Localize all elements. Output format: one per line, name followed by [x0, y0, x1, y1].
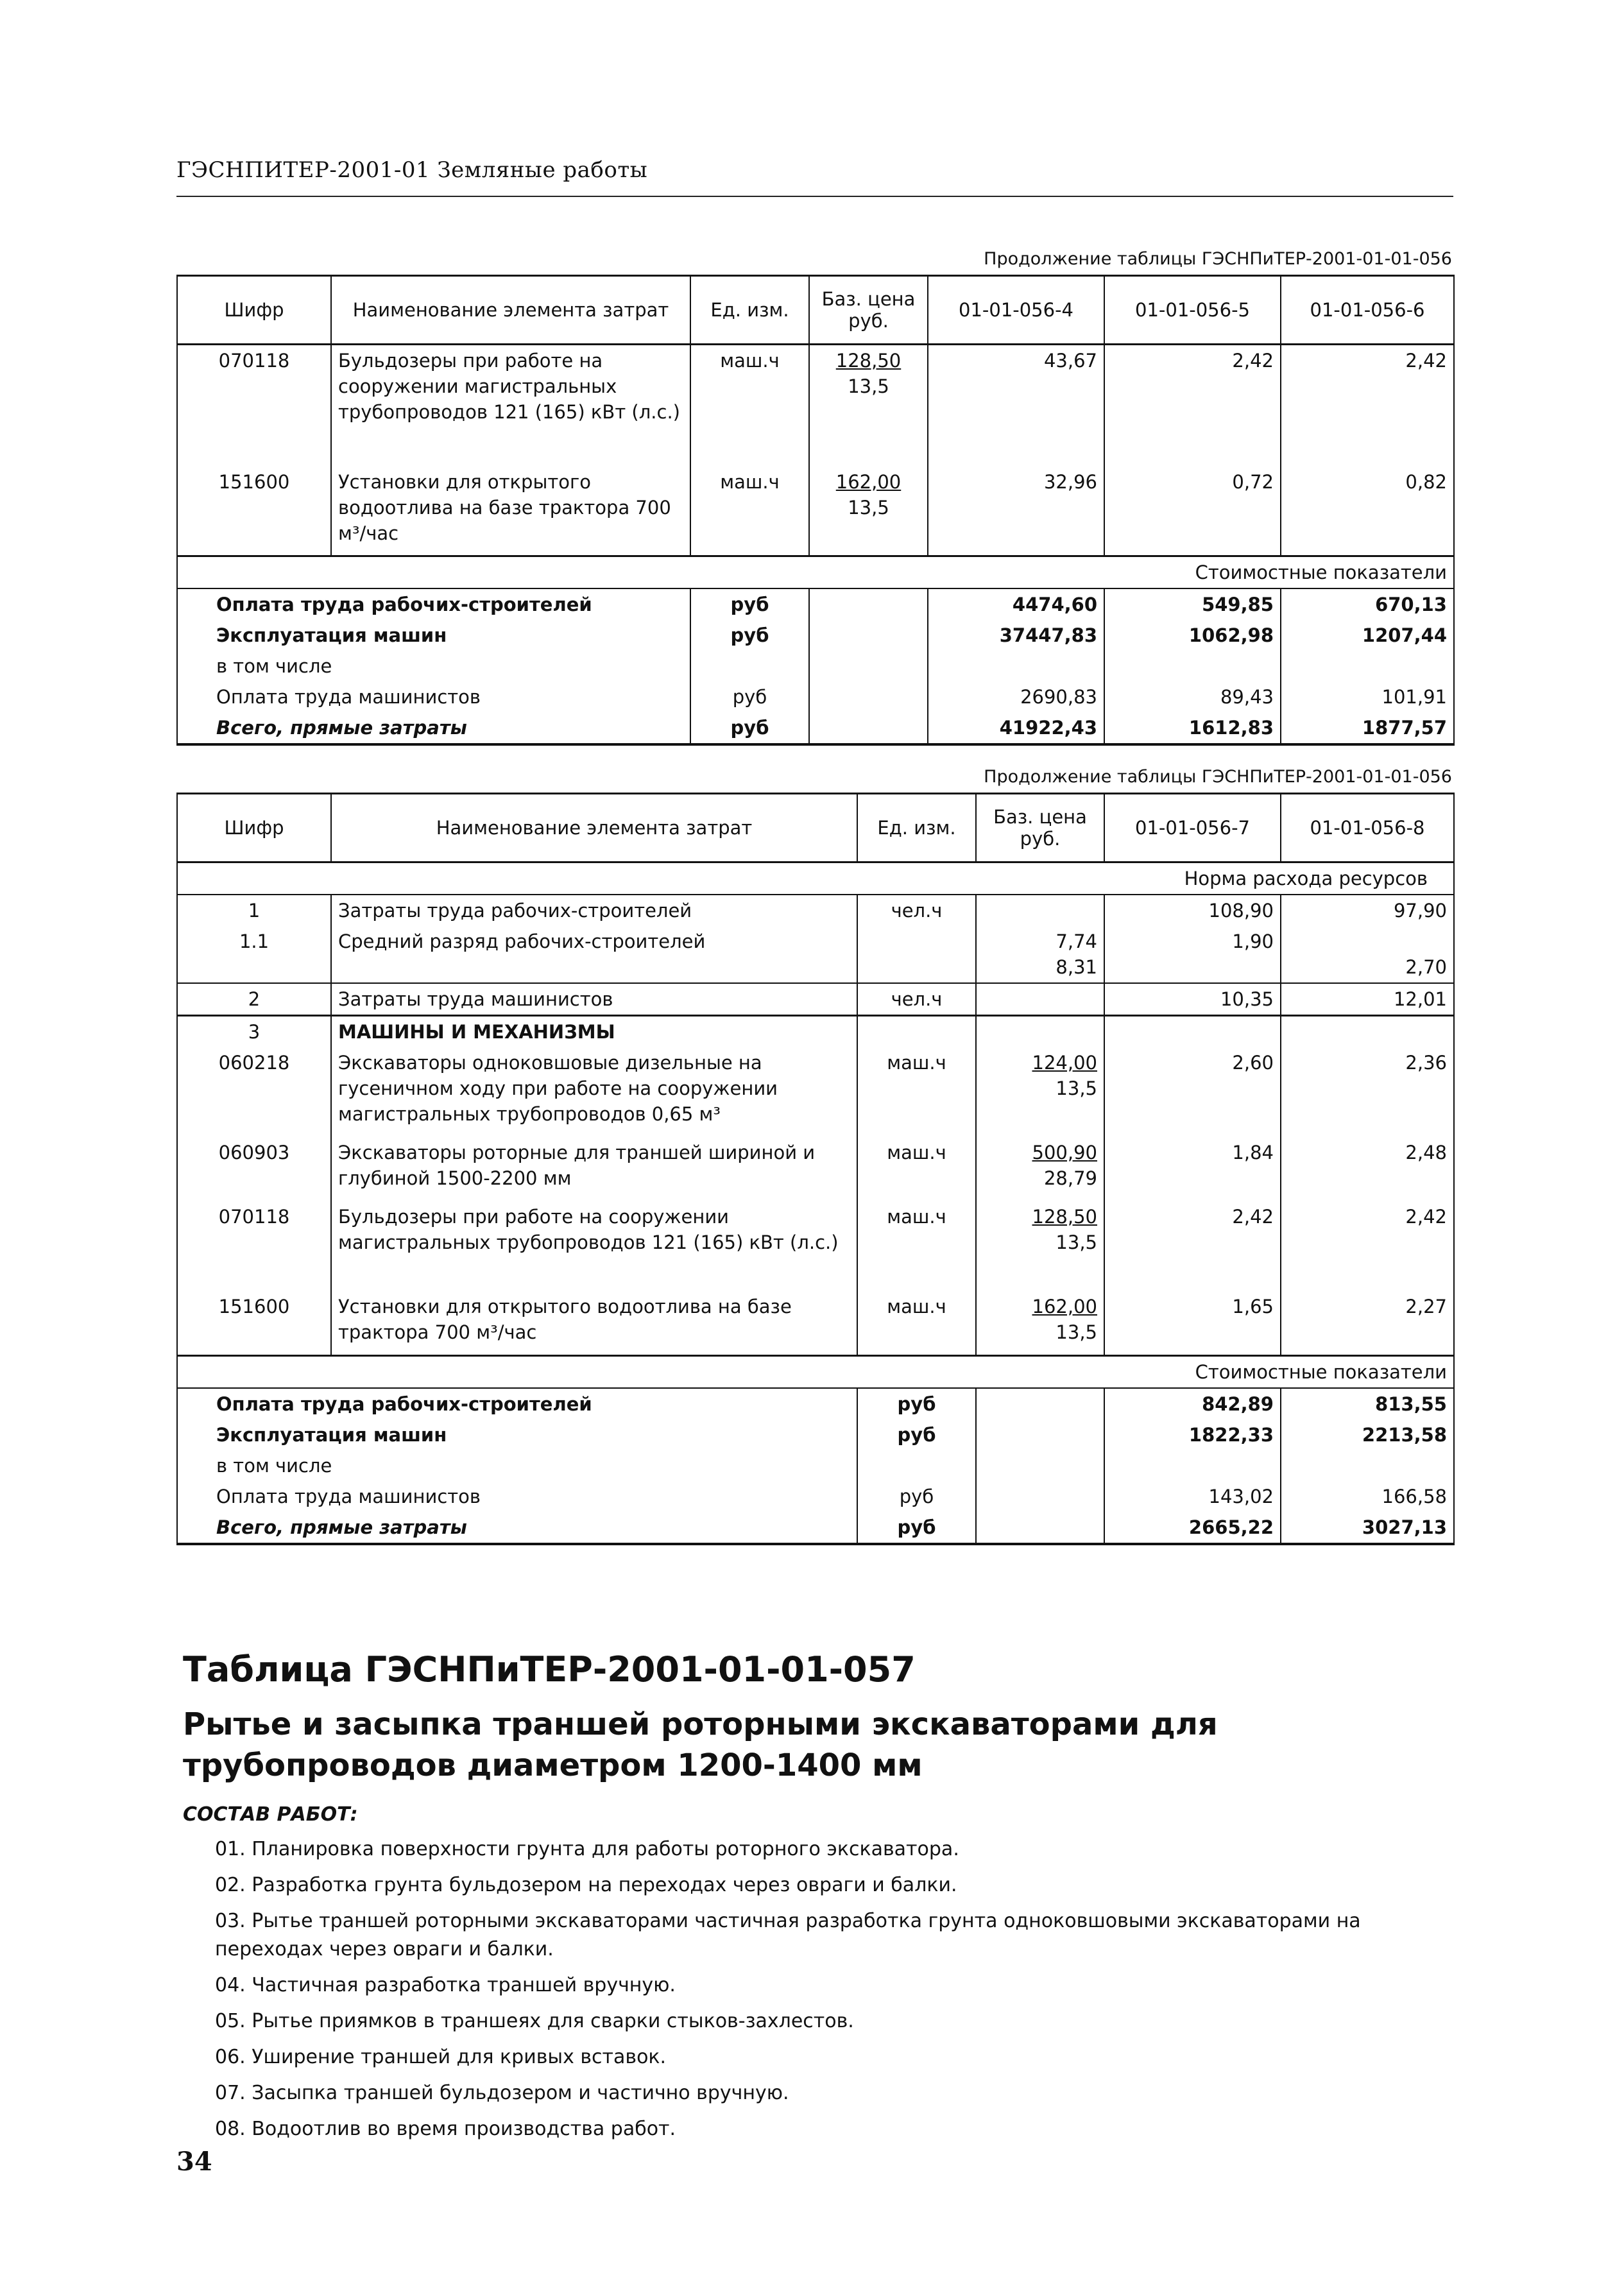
norm-label-row — [177, 862, 1454, 895]
header-cell: 01-01-056-5 — [1104, 276, 1281, 345]
table-row — [177, 1291, 1454, 1355]
total-name: Оплата труда машинистов — [177, 1481, 857, 1512]
value-cell: 2,60 — [1104, 1047, 1281, 1137]
total-row — [177, 620, 1454, 651]
total-row — [177, 712, 1454, 744]
name-cell: Средний разряд рабочих-строителей — [331, 926, 857, 983]
total-value — [928, 651, 1104, 682]
header-cell: Ед. изм. — [857, 794, 976, 862]
total-unit: руб — [690, 682, 809, 712]
total-value: 1822,33 — [1104, 1420, 1281, 1450]
header-cell: Шифр — [177, 276, 331, 345]
value-cell: 1,65 — [1104, 1291, 1281, 1355]
price-secondary: 13,5 — [1056, 1321, 1097, 1343]
cost-label-row — [177, 1355, 1454, 1388]
total-unit: руб — [690, 712, 809, 744]
table-row — [177, 1047, 1454, 1137]
header-cell: Баз. цена руб. — [809, 276, 928, 345]
empty-cell — [976, 1388, 1104, 1420]
price-cell — [976, 1137, 1104, 1201]
value-cell: 10,35 — [1104, 983, 1281, 1016]
value-cell — [1281, 1016, 1454, 1048]
section-row — [177, 1016, 1454, 1048]
name-cell: Установки для открытого водоотлива на базе трактора 700 м³/час — [331, 467, 690, 556]
table1-caption: Продолжение таблицы ГЭСНПиТЕР-2001-01-01-056 — [984, 249, 1452, 269]
table-row — [177, 983, 1454, 1016]
works-list — [215, 1835, 1434, 2151]
header-cell: Наименование элемента затрат — [331, 276, 690, 345]
total-value: 41922,43 — [928, 712, 1104, 744]
cost-label: Стоимостные показатели — [177, 1355, 1454, 1388]
name-cell: Бульдозеры при работе на сооружении магистральных трубопроводов 121 (165) кВт (л.с.) — [331, 345, 690, 467]
list-item: 05. Рытье приямков в траншеях для сварки стыков-захлестов. — [215, 2010, 854, 2032]
total-value: 2213,58 — [1281, 1420, 1454, 1450]
value-cell: 43,67 — [928, 345, 1104, 467]
list-item: 06. Уширение траншей для кривых вставок. — [215, 2046, 667, 2068]
total-value: 4474,60 — [928, 588, 1104, 620]
unit-cell — [857, 926, 976, 983]
empty-cell — [809, 651, 928, 682]
total-value: 166,58 — [1281, 1481, 1454, 1512]
empty-cell — [976, 1420, 1104, 1450]
total-value: 37447,83 — [928, 620, 1104, 651]
code-cell: 151600 — [177, 467, 331, 556]
price-secondary: 28,79 — [1043, 1167, 1097, 1189]
header-cell: Ед. изм. — [690, 276, 809, 345]
price-value: 128,50 — [1032, 1206, 1097, 1228]
unit-cell — [857, 1016, 976, 1048]
header-cell: 01-01-056-6 — [1281, 276, 1454, 345]
header-cell: Наименование элемента затрат — [331, 794, 857, 862]
name-cell: Установки для открытого водоотлива на базе трактора 700 м³/час — [331, 1291, 857, 1355]
value-cell: 2,27 — [1281, 1291, 1454, 1355]
price-cell — [809, 467, 928, 556]
unit-cell: маш.ч — [690, 345, 809, 467]
total-unit: руб — [857, 1388, 976, 1420]
value-cell: 2,70 — [1281, 926, 1454, 983]
total-row — [177, 1450, 1454, 1481]
total-value: 670,13 — [1281, 588, 1454, 620]
empty-cell — [976, 1512, 1104, 1544]
value-cell: 1,90 — [1104, 926, 1281, 983]
page-number: 34 — [176, 2147, 212, 2177]
total-value: 2690,83 — [928, 682, 1104, 712]
total-value: 2665,22 — [1104, 1512, 1281, 1544]
unit-cell: маш.ч — [857, 1291, 976, 1355]
total-value — [1281, 651, 1454, 682]
total-value: 89,43 — [1104, 682, 1281, 712]
value-cell: 2,42 — [1281, 1201, 1454, 1291]
empty-cell — [809, 620, 928, 651]
name-cell: Затраты труда рабочих-строителей — [331, 895, 857, 926]
total-unit — [857, 1450, 976, 1481]
price-value: 500,90 — [1032, 1142, 1097, 1163]
table2 — [176, 793, 1455, 1545]
total-value — [1281, 1450, 1454, 1481]
table-row — [177, 345, 1454, 467]
total-name: Оплата труда машинистов — [177, 682, 690, 712]
total-value: 1062,98 — [1104, 620, 1281, 651]
value-cell: 1,84 — [1104, 1137, 1281, 1201]
value-cell — [1104, 1016, 1281, 1048]
value-cell: 0,72 — [1104, 467, 1281, 556]
code-cell: 1 — [177, 895, 331, 926]
total-row — [177, 1388, 1454, 1420]
table-row — [177, 1201, 1454, 1291]
header-cell: Баз. цена руб. — [976, 794, 1104, 862]
price-secondary: 13,5 — [848, 496, 889, 519]
value-cell: 2,42 — [1104, 345, 1281, 467]
running-header: ГЭСНПИТЕР-2001-01 Земляные работы — [176, 157, 648, 183]
table-row — [177, 926, 1454, 983]
value-cell: 2,36 — [1281, 1047, 1454, 1137]
code-cell: 151600 — [177, 1291, 331, 1355]
header-cell: 01-01-056-4 — [928, 276, 1104, 345]
total-name: Эксплуатация машин — [177, 620, 690, 651]
unit-cell: маш.ч — [857, 1201, 976, 1291]
total-name: в том числе — [177, 651, 690, 682]
empty-cell — [976, 1481, 1104, 1512]
total-unit: руб — [690, 588, 809, 620]
empty-cell — [809, 682, 928, 712]
total-value: 1877,57 — [1281, 712, 1454, 744]
total-row — [177, 651, 1454, 682]
header-cell: Шифр — [177, 794, 331, 862]
list-item: 02. Разработка грунта бульдозером на переходах через овраги и балки. — [215, 1874, 957, 1896]
price-value: 162,00 — [1032, 1296, 1097, 1317]
unit-cell: чел.ч — [857, 895, 976, 926]
value-cell: 2,42 — [1104, 1201, 1281, 1291]
total-unit: руб — [857, 1481, 976, 1512]
header-cell: 01-01-056-7 — [1104, 794, 1281, 862]
total-row — [177, 1420, 1454, 1450]
total-name: Оплата труда рабочих-строителей — [177, 1388, 857, 1420]
price-cell — [976, 895, 1104, 926]
total-row — [177, 682, 1454, 712]
total-name: Всего, прямые затраты — [177, 712, 690, 744]
unit-cell: маш.ч — [857, 1047, 976, 1137]
code-cell: 1.1 — [177, 926, 331, 983]
norm-label: Норма расхода ресурсов — [177, 862, 1454, 895]
code-cell: 070118 — [177, 1201, 331, 1291]
section-subtitle: Рытье и засыпка траншей роторными экскаваторами для трубопроводов диаметром 1200-1400 мм — [183, 1706, 1218, 1783]
unit-cell: маш.ч — [857, 1137, 976, 1201]
value-cell: 32,96 — [928, 467, 1104, 556]
total-row — [177, 588, 1454, 620]
total-value: 101,91 — [1281, 682, 1454, 712]
total-row — [177, 1481, 1454, 1512]
value-cell: 97,90 — [1281, 895, 1454, 926]
table-row — [177, 1137, 1454, 1201]
list-item: 03. Рытье траншей роторными экскаваторами частичная разработка грунта одноковшовыми экскаваторами на переходах через овраги и балки. — [215, 1910, 1361, 1960]
table1 — [176, 275, 1455, 746]
price-value: 124,00 — [1032, 1052, 1097, 1074]
total-name: Эксплуатация машин — [177, 1420, 857, 1450]
price-secondary: 13,5 — [1056, 1231, 1097, 1253]
name-cell: Экскаваторы роторные для траншей шириной и глубиной 1500-2200 мм — [331, 1137, 857, 1201]
list-item: 08. Водоотлив во время производства работ. — [215, 2118, 676, 2140]
total-unit: руб — [857, 1420, 976, 1450]
code-cell: 3 — [177, 1016, 331, 1048]
list-item: 04. Частичная разработка траншей вручную. — [215, 1974, 676, 1996]
total-value: 813,55 — [1281, 1388, 1454, 1420]
total-value — [1104, 651, 1281, 682]
table1-header-row — [177, 276, 1454, 345]
value-cell: 2,48 — [1281, 1137, 1454, 1201]
value-cell: 2,42 — [1281, 345, 1454, 467]
price-value: 7,74 — [1056, 931, 1097, 952]
value-cell: 0,82 — [1281, 467, 1454, 556]
code-cell: 2 — [177, 983, 331, 1016]
name-cell: Экскаваторы одноковшовые дизельные на гусеничном ходу при работе на сооружении магистральных трубопроводов 0,65 м³ — [331, 1047, 857, 1137]
total-value: 549,85 — [1104, 588, 1281, 620]
empty-cell — [809, 588, 928, 620]
header-rule — [176, 196, 1453, 197]
works-label: СОСТАВ РАБОТ: — [183, 1803, 358, 1826]
price-value: 128,50 — [835, 350, 902, 372]
total-unit — [690, 651, 809, 682]
name-cell: Бульдозеры при работе на сооружении магистральных трубопроводов 121 (165) кВт (л.с.) — [331, 1201, 857, 1291]
empty-cell — [976, 1450, 1104, 1481]
price-cell — [976, 1047, 1104, 1137]
unit-cell: маш.ч — [690, 467, 809, 556]
price-cell — [976, 1201, 1104, 1291]
total-value: 3027,13 — [1281, 1512, 1454, 1544]
price-secondary: 13,5 — [848, 375, 889, 397]
table2-header-row — [177, 794, 1454, 862]
name-cell: МАШИНЫ И МЕХАНИЗМЫ — [331, 1016, 857, 1048]
code-cell: 060903 — [177, 1137, 331, 1201]
header-cell: 01-01-056-8 — [1281, 794, 1454, 862]
list-item: 07. Засыпка траншей бульдозером и частично вручную. — [215, 2082, 789, 2104]
code-cell: 060218 — [177, 1047, 331, 1137]
value-cell: 108,90 — [1104, 895, 1281, 926]
list-item: 01. Планировка поверхности грунта для работы роторного экскаватора. — [215, 1838, 959, 1860]
price-cell — [976, 1291, 1104, 1355]
total-value: 143,02 — [1104, 1481, 1281, 1512]
table-row — [177, 895, 1454, 926]
table2-caption: Продолжение таблицы ГЭСНПиТЕР-2001-01-01-056 — [984, 767, 1452, 787]
total-name: в том числе — [177, 1450, 857, 1481]
value-cell: 12,01 — [1281, 983, 1454, 1016]
empty-cell — [809, 712, 928, 744]
price-cell — [976, 926, 1104, 983]
total-unit: руб — [857, 1512, 976, 1544]
table-row — [177, 467, 1454, 556]
price-cell — [976, 1016, 1104, 1048]
price-cell — [809, 345, 928, 467]
total-value: 1207,44 — [1281, 620, 1454, 651]
total-value — [1104, 1450, 1281, 1481]
total-row — [177, 1512, 1454, 1544]
price-value: 162,00 — [835, 470, 902, 493]
price-secondary: 8,31 — [1056, 956, 1097, 978]
price-cell — [976, 983, 1104, 1016]
name-cell: Затраты труда машинистов — [331, 983, 857, 1016]
total-name: Оплата труда рабочих-строителей — [177, 588, 690, 620]
total-value: 1612,83 — [1104, 712, 1281, 744]
total-name: Всего, прямые затраты — [177, 1512, 857, 1544]
unit-cell: чел.ч — [857, 983, 976, 1016]
cost-label: Стоимостные показатели — [177, 556, 1454, 589]
cost-label-row — [177, 556, 1454, 589]
price-secondary: 13,5 — [1056, 1077, 1097, 1099]
section-title: Таблица ГЭСНПиТЕР-2001-01-01-057 — [183, 1649, 916, 1690]
total-value: 842,89 — [1104, 1388, 1281, 1420]
code-cell: 070118 — [177, 345, 331, 467]
total-unit: руб — [690, 620, 809, 651]
